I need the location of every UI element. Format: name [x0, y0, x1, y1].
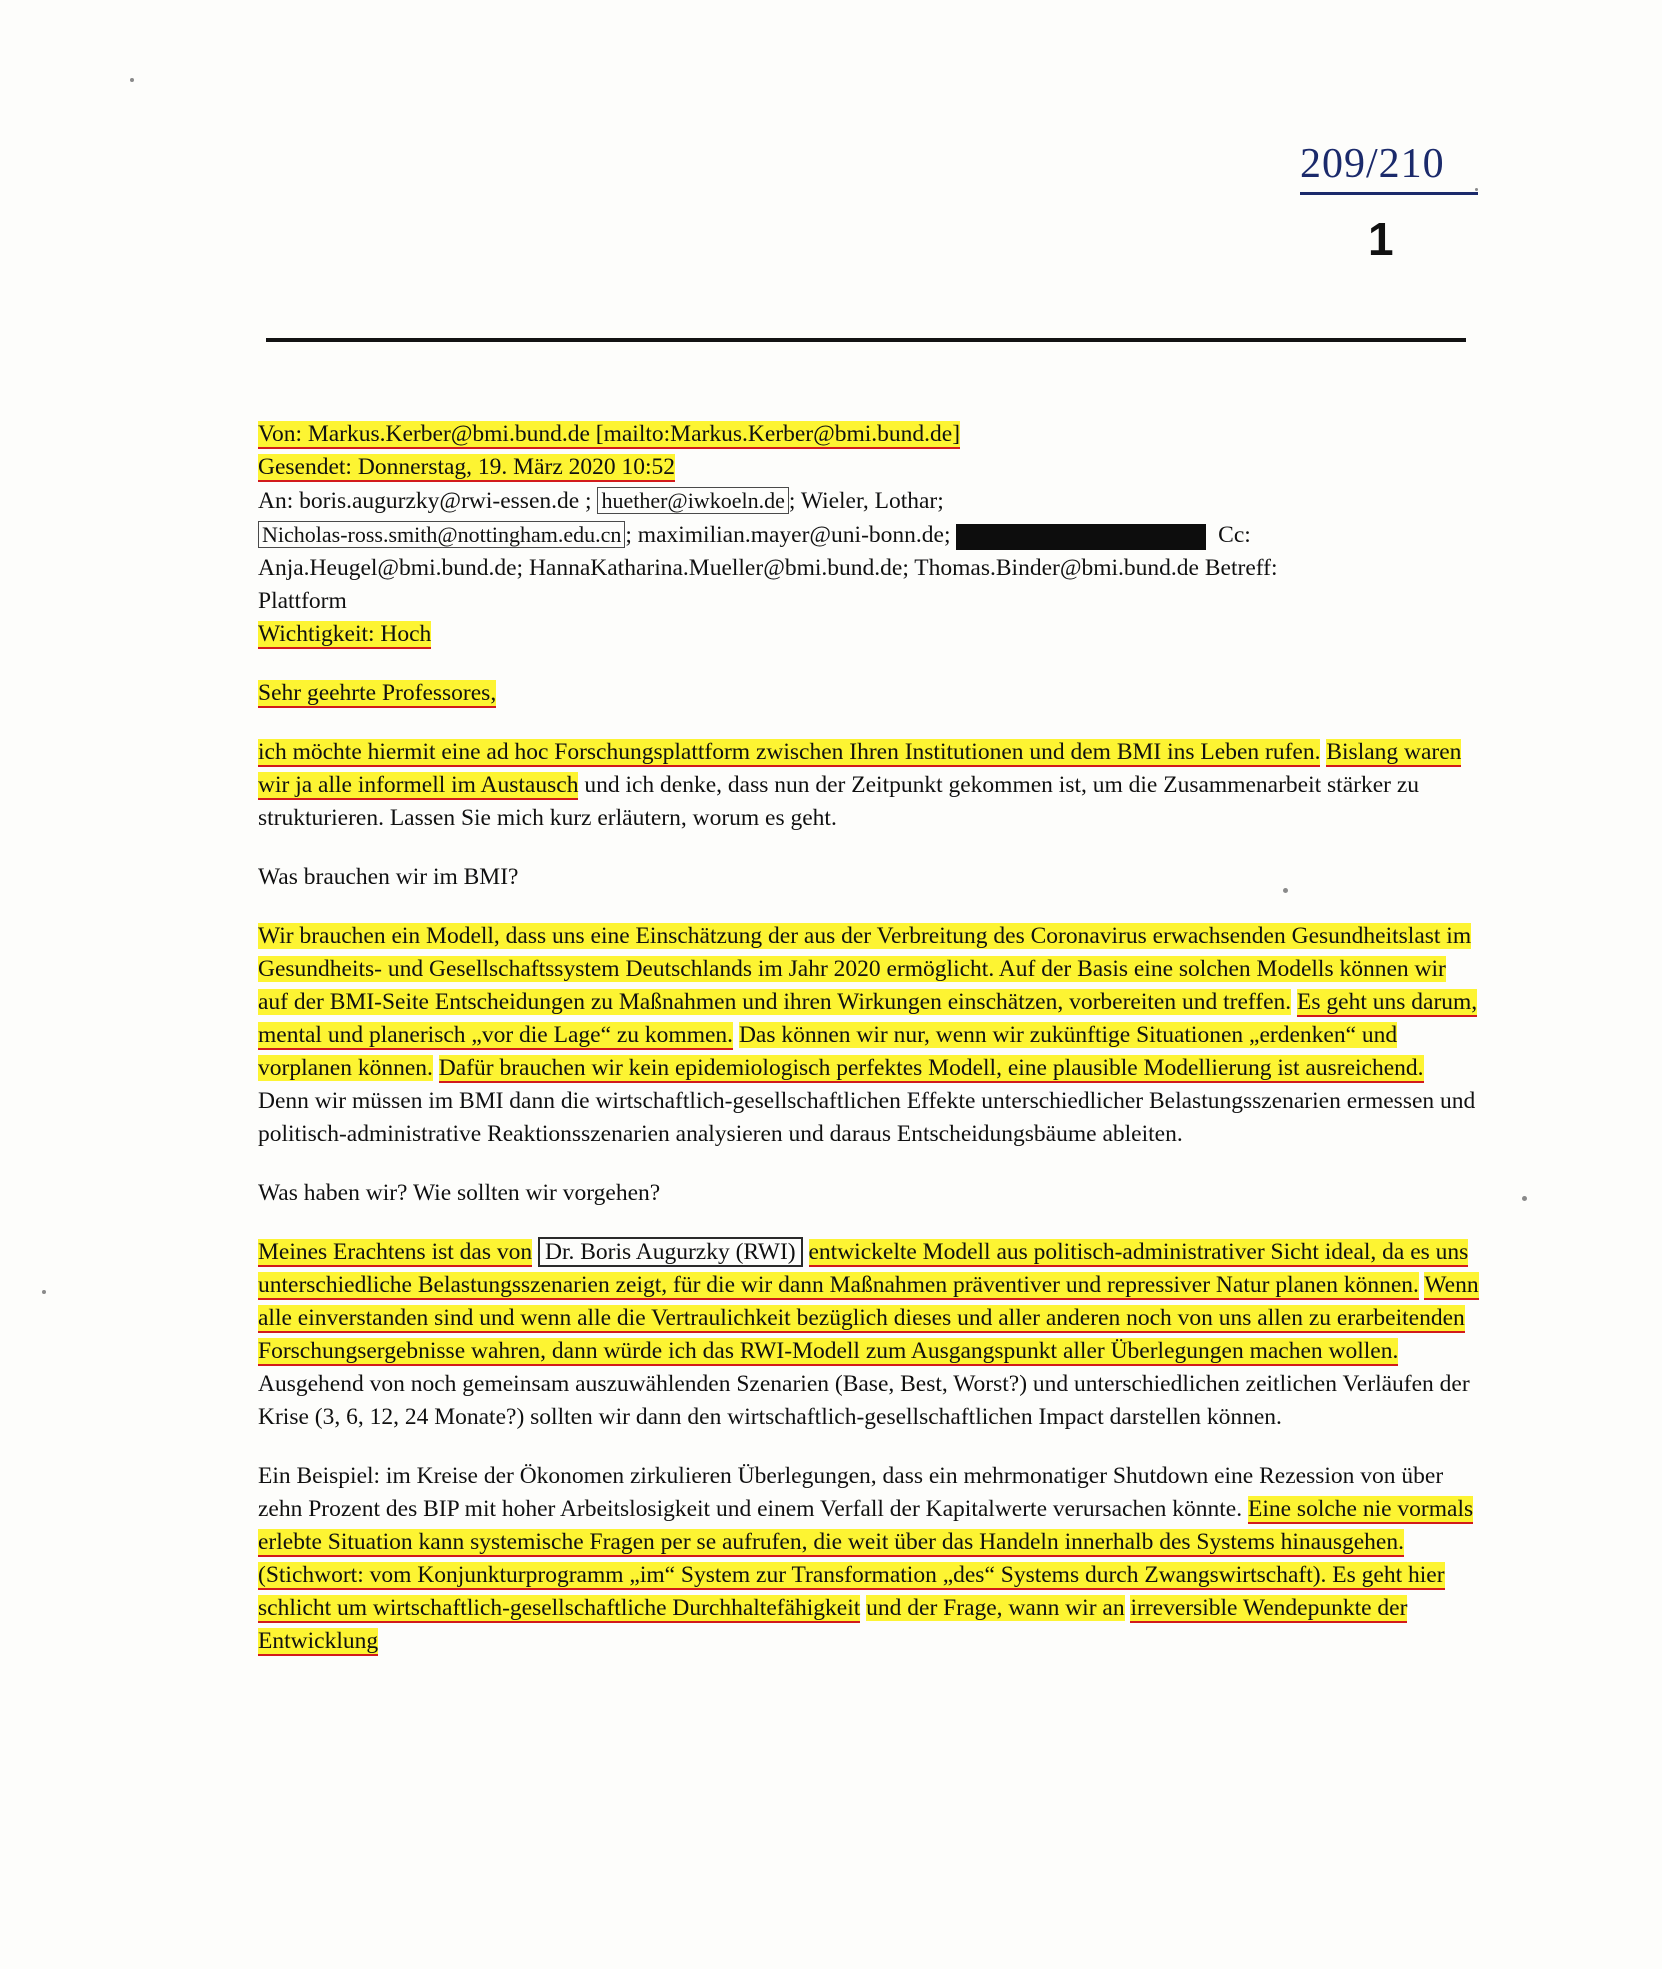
- p1-part-b: Bislang waren wir ja alle informell im Austausch: [258, 739, 1462, 798]
- p2-part-b: Es geht uns darum, mental und planerisch „vor die Lage“ zu kommen.: [258, 989, 1478, 1048]
- p3-part-c: Wenn alle einverstanden sind und wenn alle die Vertraulichkeit bezüglich dieses und aller anderen noch von uns allen zu erarbeitenden Forschungsergebnisse wahren, dann würde ich das RWI-Modell zum Ausgangspunkt aller Überlegungen machen wollen.: [258, 1272, 1479, 1364]
- p4-part-a: Ein Beispiel: im Kreise der Ökonomen zirkulieren Überlegungen, dass ein mehrmonatiger Shutdown eine Rezession von über zehn Prozent des BIP mit hoher Arbeitslosigkeit und einem Verfall der Kapitalwerte verursachen könnte.: [258, 1463, 1444, 1522]
- p2-part-a: Wir brauchen ein Modell, dass uns eine Einschätzung der aus der Verbreitung des Coronavirus erwachsenden Gesundheitslast im Gesundheits- und Gesellschaftssystem Deutschlands im Jahr 2020 ermöglicht. Auf der Basis eine solchen Modells können wir auf der BMI-Seite Entscheidungen zu Maßnahmen und ihren Wirkungen einschätzen, vorbereiten und treffen.: [258, 923, 1472, 1015]
- p4-part-d: irreversible Wendepunkte der Entwicklung: [258, 1595, 1408, 1654]
- email-to-value-2: huether@iwkoeln.de: [597, 487, 788, 514]
- email-from-label: Von:: [258, 421, 302, 447]
- paragraph-3: [258, 1236, 1480, 1434]
- redaction-bar: [956, 524, 1206, 550]
- header-divider: [266, 338, 1466, 342]
- email-to-value-3: ; Wieler, Lothar;: [788, 488, 944, 514]
- email-to-value-4: Nicholas-ross.smith@nottingham.edu.cn: [258, 521, 625, 548]
- paragraph-2: [258, 920, 1480, 1151]
- p3-part-b: entwickelte Modell aus politisch-administrativer Sicht ideal, da es uns unterschiedliche Belastungsszenarien zeigt, für die wir dann Maßnahmen präventiver und repressiver Natur planen können.: [258, 1239, 1469, 1298]
- p2-part-c: Das können wir nur, wenn wir zukünftige Situationen „erdenken“ und vorplanen können.: [258, 1022, 1398, 1081]
- question-2: [258, 1177, 1480, 1210]
- email-to-value-5: ; maximilian.mayer@uni-bonn.de: [625, 522, 944, 548]
- document-stamp-number: 209/210: [1300, 141, 1445, 187]
- p4-part-c: und der Frage, wann wir an: [866, 1595, 1125, 1621]
- scan-speck: [42, 1290, 46, 1294]
- salutation-line: [258, 677, 1480, 710]
- question-2-text: Was haben wir? Wie sollten wir vorgehen?: [258, 1180, 661, 1206]
- scan-speck: [130, 78, 134, 82]
- email-sent-value: Donnerstag, 19. März 2020 10:52: [357, 454, 676, 480]
- p2-part-e: Denn wir müssen im BMI dann die wirtschaftlich-gesellschaftlichen Effekte unterschiedlicher Belastungsszenarien ermessen und politisch-administrative Reaktionsszenarien analysieren und daraus Entscheidungsbäume ableiten.: [258, 1088, 1476, 1147]
- p2-part-d: Dafür brauchen wir kein epidemiologisch perfektes Modell, eine plausible Modellierung ist ausreichend.: [438, 1055, 1424, 1081]
- p1-part-c: und ich denke, dass nun der Zeitpunkt gekommen ist, um die Zusammenarbeit stärker zu strukturieren. Lassen Sie mich kurz erläutern, worum es geht.: [258, 772, 1420, 831]
- email-to-value-6: ;: [943, 522, 951, 548]
- email-to-label: An:: [258, 488, 294, 514]
- stamp-underline: [1300, 192, 1478, 195]
- salutation-text: Sehr geehrte Professores,: [258, 680, 497, 706]
- email-to-value-1: boris.augurzky@rwi-essen.de ;: [299, 488, 592, 514]
- paragraph-1: [258, 736, 1480, 835]
- paragraph-4: [258, 1460, 1480, 1658]
- email-sent-label: Gesendet:: [258, 454, 352, 480]
- document-body: [258, 418, 1480, 1684]
- p4-part-b: Eine solche nie vormals erlebte Situation kann systemische Fragen per se aufrufen, die weit über das Handeln innerhalb des Systems hinausgehen. (Stichwort: vom Konjunkturprogramm „im“ System zur Transformation „des“ Systems durch Zwangswirtschaft). Es geht hier schlicht um wirtschaftlich-gesellschaftliche Durchhaltefähigkeit: [258, 1496, 1474, 1621]
- p1-part-a: ich möchte hiermit eine ad hoc Forschungsplattform zwischen Ihren Institutionen und dem BMI ins Leben rufen.: [258, 739, 1321, 765]
- email-subject-label: Betreff:: [1204, 555, 1278, 581]
- question-1-text: Was brauchen wir im BMI?: [258, 864, 519, 890]
- scan-speck: [1522, 1196, 1527, 1201]
- question-1: [258, 861, 1480, 894]
- email-from-value: Markus.Kerber@bmi.bund.de [mailto:Markus.Kerber@bmi.bund.de]: [307, 421, 961, 447]
- email-cc-value: Anja.Heugel@bmi.bund.de; HannaKatharina.Mueller@bmi.bund.de; Thomas.Binder@bmi.bund.de: [258, 555, 1199, 581]
- email-cc-label: Cc:: [1218, 522, 1251, 548]
- highlighted-name-box: Dr. Boris Augurzky (RWI): [538, 1237, 803, 1267]
- email-priority: Wichtigkeit: Hoch: [258, 621, 432, 647]
- email-header: [258, 418, 1480, 651]
- scan-speck: [1475, 188, 1478, 191]
- email-subject-value: Plattform: [258, 588, 347, 614]
- page-number: 1: [1368, 213, 1394, 265]
- p3-part-d: Ausgehend von noch gemeinsam auszuwählenden Szenarien (Base, Best, Worst?) und unterschiedlichen zeitlichen Verläufen der Krise (3, 6, 12, 24 Monate?) sollten wir dann den wirtschaftlich-gesellschaftlichen Impact darstellen können.: [258, 1371, 1470, 1430]
- p3-part-a: Meines Erachtens ist das von: [258, 1239, 533, 1265]
